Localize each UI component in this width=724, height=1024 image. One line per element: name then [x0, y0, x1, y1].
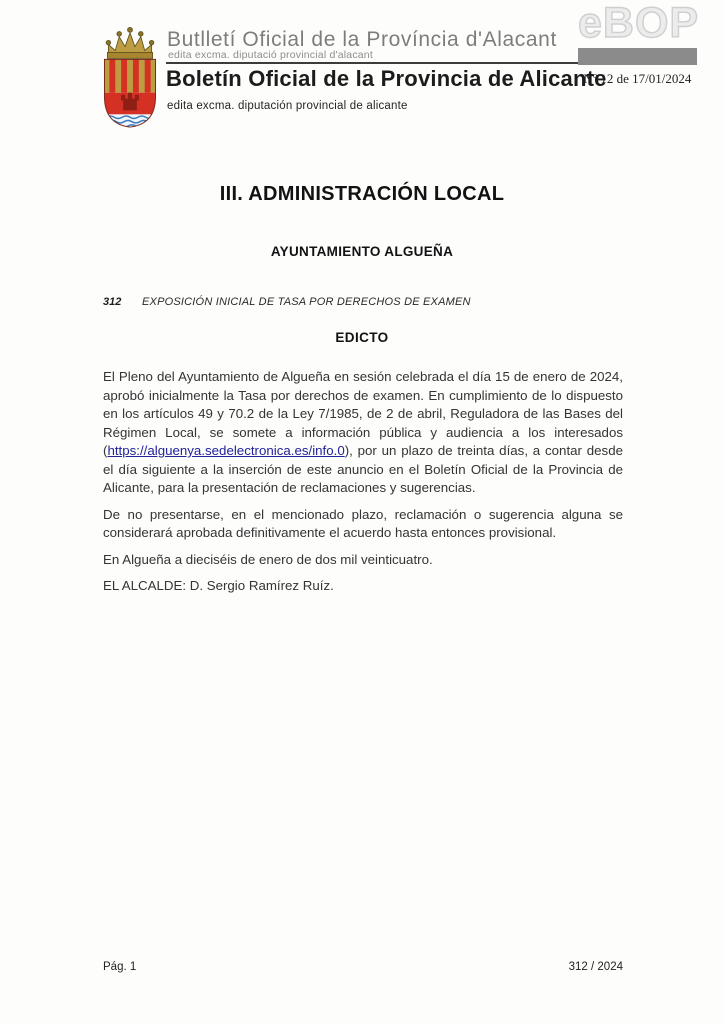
footer-reference: 312 / 2024: [568, 961, 623, 973]
issue-number: Nº 12 de 17/01/2024: [583, 71, 692, 86]
paragraph-1: [103, 368, 623, 498]
edict-body: [103, 368, 623, 596]
announcement-title: EXPOSICIÓN INICIAL DE TASA POR DERECHOS DE EXAMEN: [142, 296, 471, 308]
paragraph-1-post: ), por un plazo de treinta días, a contar desde el día siguiente a la inserción de este anuncio en el Boletín Oficial de la Provincia de Alicante, para la presentación de reclamaciones y sugerencias.: [103, 443, 623, 495]
entity-title: AYUNTAMIENTO ALGUEÑA: [270, 244, 454, 259]
masthead-valencian-title: Butlletí Oficial de la Província d'Alacant: [167, 28, 557, 51]
edict-heading: EDICTO: [335, 330, 389, 345]
ebop-logo: eBOP: [578, 0, 700, 47]
section-title: III. ADMINISTRACIÓN LOCAL: [219, 183, 505, 205]
header-gray-bar: [578, 48, 697, 65]
masthead-spanish-subtitle: edita excma. diputación provincial de alicante: [167, 100, 408, 112]
masthead-spanish-title: Boletín Oficial de la Provincia de Alicante: [166, 66, 607, 91]
paragraph-1-pre: El Pleno del Ayuntamiento de Algueña en sesión celebrada el día 15 de enero de 2024, aprobó inicialmente la Tasa por derechos de examen. En cumplimiento de lo dispuesto en los artículos 49 y 70.2 de la Ley 7/1985, de 2 de abril, Reguladora de las Bases del Régimen Local, se somete a información pública y audiencia a los interesados (: [103, 369, 623, 458]
alicante-coat-of-arms-icon: [100, 24, 160, 130]
paragraph-2: De no presentarse, en el mencionado plazo, reclamación o sugerencia alguna se considerará aprobada definitivamente el acuerdo hasta entonces provisional.: [103, 506, 623, 540]
masthead-valencian-subtitle: edita excma. diputació provincial d'alacant: [168, 49, 373, 61]
announcement-number: 312: [103, 296, 122, 308]
footer-page-number: Pág. 1: [103, 961, 137, 973]
paragraph-4: EL ALCALDE: D. Sergio Ramírez Ruíz.: [103, 578, 334, 593]
sedelectronica-link[interactable]: https://alguenya.sedelectronica.es/info.0: [107, 443, 345, 458]
paragraph-3: En Algueña a dieciséis de enero de dos mil veinticuatro.: [103, 551, 433, 567]
masthead-divider-rule: [166, 62, 578, 64]
